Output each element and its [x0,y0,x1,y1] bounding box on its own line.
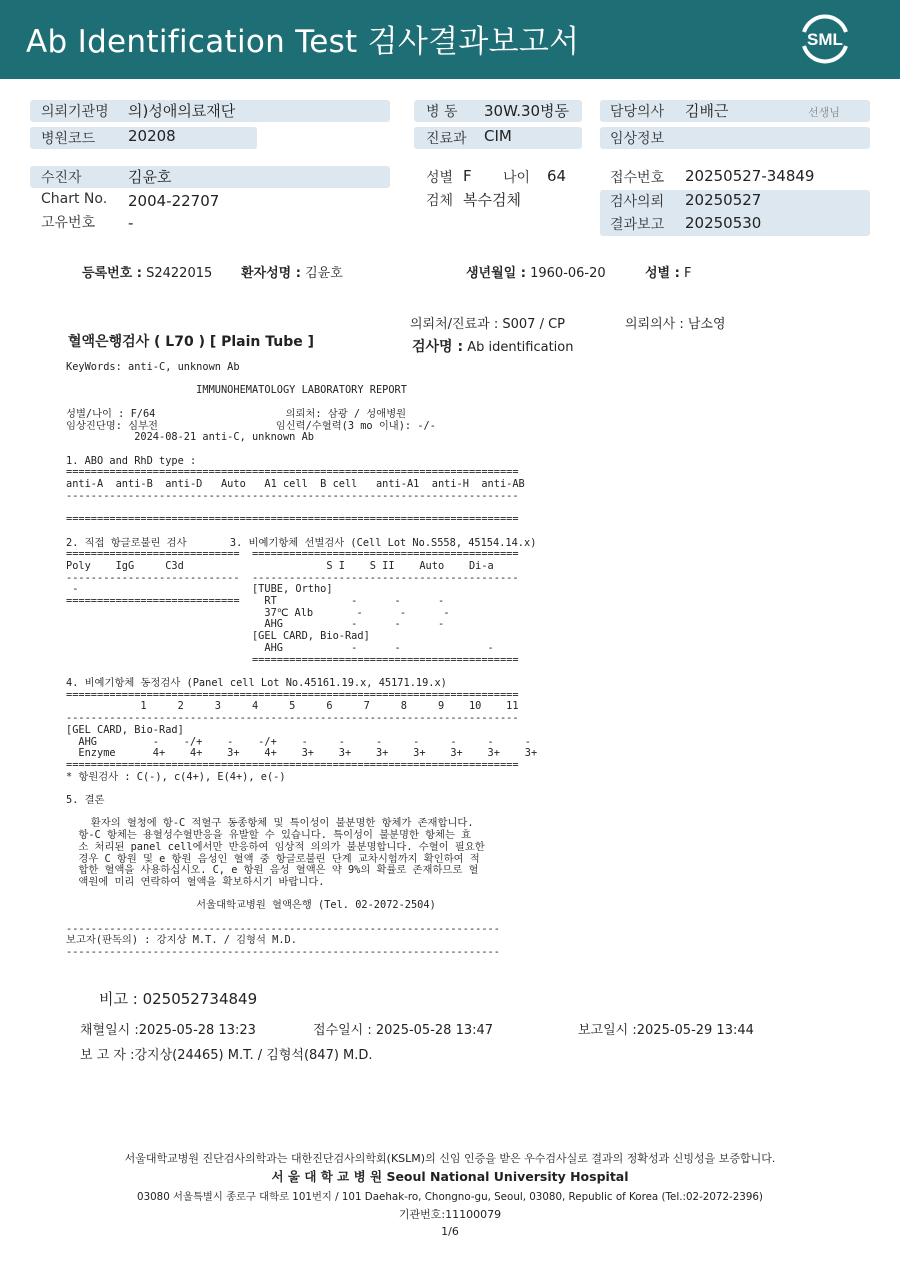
page-title: Ab Identification Test 검사결과보고서 [26,24,580,60]
sex-label: 성별 [426,170,454,186]
receive-time [313,1019,493,1038]
reporter-value: 강지상(24465) M.T. / 김형석(847) M.D. [134,1048,373,1063]
sex-value: F [463,167,472,185]
note-value: 025052734849 [142,990,258,1008]
dept-label: 진료과 [426,131,467,147]
sml-logo [798,14,852,64]
reg-number [82,262,212,281]
page-number: 1/6 [441,1225,459,1238]
agency-number: 기관번호:11100079 [398,1208,502,1221]
referral: 의뢰처/진료과 : S007 / CP [410,317,565,332]
dept-value: CIM [484,127,512,145]
unique-value: - [128,214,134,232]
dob-value: 1960-06-20 [530,266,606,281]
patient-value: 김윤호 [128,168,172,186]
clinical-label: 임상정보 [610,131,665,147]
reg-value: S2422015 [146,266,213,281]
patient-label: 수진자 [41,170,82,186]
doctor-suffix: 선생님 [808,106,840,119]
test-title: 혈액은행검사 ( L70 ) [ Plain Tube ] [68,334,315,350]
report-time [578,1019,754,1038]
doctor-label: 담당의사 [610,104,665,120]
birth-date [466,262,606,281]
patient-bar [30,166,390,188]
report-date-label: 결과보고 [610,217,665,233]
test-name-label: 검사명 : [412,339,464,355]
name-value: 김윤호 [305,266,343,281]
hospital-code-value: 20208 [128,127,176,145]
hospital-address: 03080 서울특별시 종로구 대학로 101번지 / 101 Daehak-ro, Chongno-gu, Seoul, 03080, Republic of Korea (Tel.:02-2072-2396) [137,1191,763,1203]
doctor-value: 김배근 [685,102,729,120]
age-value: 64 [547,167,567,185]
receive-value: 2025-05-28 13:47 [375,1023,494,1038]
request-value: 20250527 [685,191,762,209]
hospital-code-label: 병원코드 [41,131,96,147]
institution-label: 의뢰기관명 [41,104,109,120]
dob-label: 생년월일 : [466,266,526,281]
note-label: 비고 : [99,990,138,1008]
collect-value: 2025-05-28 13:23 [138,1023,256,1038]
patient-sex [645,262,691,281]
receipt-value: 20250527-34849 [685,167,815,185]
report-time-label: 보고일시 : [578,1023,637,1038]
ward-value: 30W.30병동 [484,102,570,120]
certification-text: 서울대학교병원 진단검사의학과는 대한진단검사의학회(KSLM)의 신임 인증을 받은 우수검사실로 결과의 정확성과 신빙성을 보증합니다. [124,1152,776,1165]
institution-value: 의)성애의료재단 [128,102,236,120]
reg-label: 등록번호 : [82,266,142,281]
collect-time [80,1019,256,1038]
specimen-label: 검체 [426,193,454,209]
specimen-value: 복수검체 [463,191,521,209]
ward-label: 병 동 [426,104,458,120]
chart-label: Chart No. [41,191,108,207]
reporter-label: 보 고 자 : [80,1048,135,1063]
request-label: 검사의뢰 [610,194,665,210]
psex-label: 성별 : [645,266,680,281]
hospital-name: 서 울 대 학 교 병 원 Seoul National University Hospital [271,1169,629,1184]
report-body: KeyWords: anti-C, unknown Ab IMMUNOHEMATOLOGY LABORATORY REPORT 성별/나이 : F/64 의뢰처: 삼광 / 성애병원 임상진단명: 심부전 임신력/수혈력(3 mo 이내): -/- 2024-08-21 anti-C, unknown Ab 1. ABO and RhD type : ========================================================================= anti-A anti-B anti-D Auto A1 cell B cell anti-A1 anti-H anti-AB ------------------------------------------------------------------------- ========================================================================= 2. 직접 항글로불린 검사 3. 비예기항체 선별검사 (Cell Lot No.S558, 45154.14.x) ============================ =========================================== Poly IgG C3d S I S II Auto Di-a ---------------------------- ------------------------------------------- - [TUBE, Ortho] ============================ RT - - - 37℃ Alb - - - AHG - - - [GEL CARD, Bio-Rad] AHG - - - =========================================== 4. 비예기항체 동정검사 (Panel cell Lot No.45161.19.x, 45171.19.x) ========================================================================= 1 2 3 4 5 6 7 8 9 10 11 ------------------------------------------------------------------------- [GEL CARD, Bio-Rad] AHG - -/+ - -/+ - - - - - - - Enzyme 4+ 4+ 3+ 4+ 3+ 3+ 3+ 3+ 3+ 3+ 3+ ========================================================================= * 항원검사 : C(-), c(4+), E(4+), e(-) 5. 결론 환자의 혈청에 항-C 적혈구 동종항체 및 특이성이 불분명한 항체가 존재합니다. 항-C 항체는 용혈성수혈반응을 유발할 수 있습니다. 특이성이 불분명한 항체는 효 소 처리된 panel cell에서만 반응하여 임상적 의의가 불분명합니다. 수혈이 필요한 경우 C 항원 및 e 항원 음성인 혈액 중 항글로불린 단계 교차시험까지 확인하여 적 합한 혈액을 사용하십시오. C, e 항원 음성 혈액은 약 9%의 확률로 존재하므로 혈 액원에 미리 연락하여 혈액을 확보하시기 바랍니다. 서울대학교병원 혈액은행 (Tel. 02-2072-2504) ---------------------------------------------------------------------- 보고자(판독의) : 강지상 M.T. / 김형석 M.D. ---------------------------------------------------------------------- [66,361,538,959]
reporter [80,1044,373,1063]
svg-text:SML: SML [807,30,843,49]
report-header [0,0,900,79]
collect-label: 채혈일시 : [80,1023,139,1038]
report-time-value: 2025-05-29 13:44 [636,1023,754,1038]
psex-value: F [683,266,692,281]
name-label: 환자성명 : [241,266,301,281]
report-date-value: 20250530 [685,214,762,232]
test-name [412,336,573,356]
referral-doctor: 의뢰의사 : 남소영 [625,317,726,332]
unique-label: 고유번호 [41,215,96,231]
test-name-value: Ab identification [467,340,574,355]
patient-name [241,262,343,281]
receipt-label: 접수번호 [610,170,665,186]
age-label: 나이 [503,170,531,186]
chart-value: 2004-22707 [128,192,220,210]
receive-label: 접수일시 : [313,1023,372,1038]
note [99,988,257,1009]
